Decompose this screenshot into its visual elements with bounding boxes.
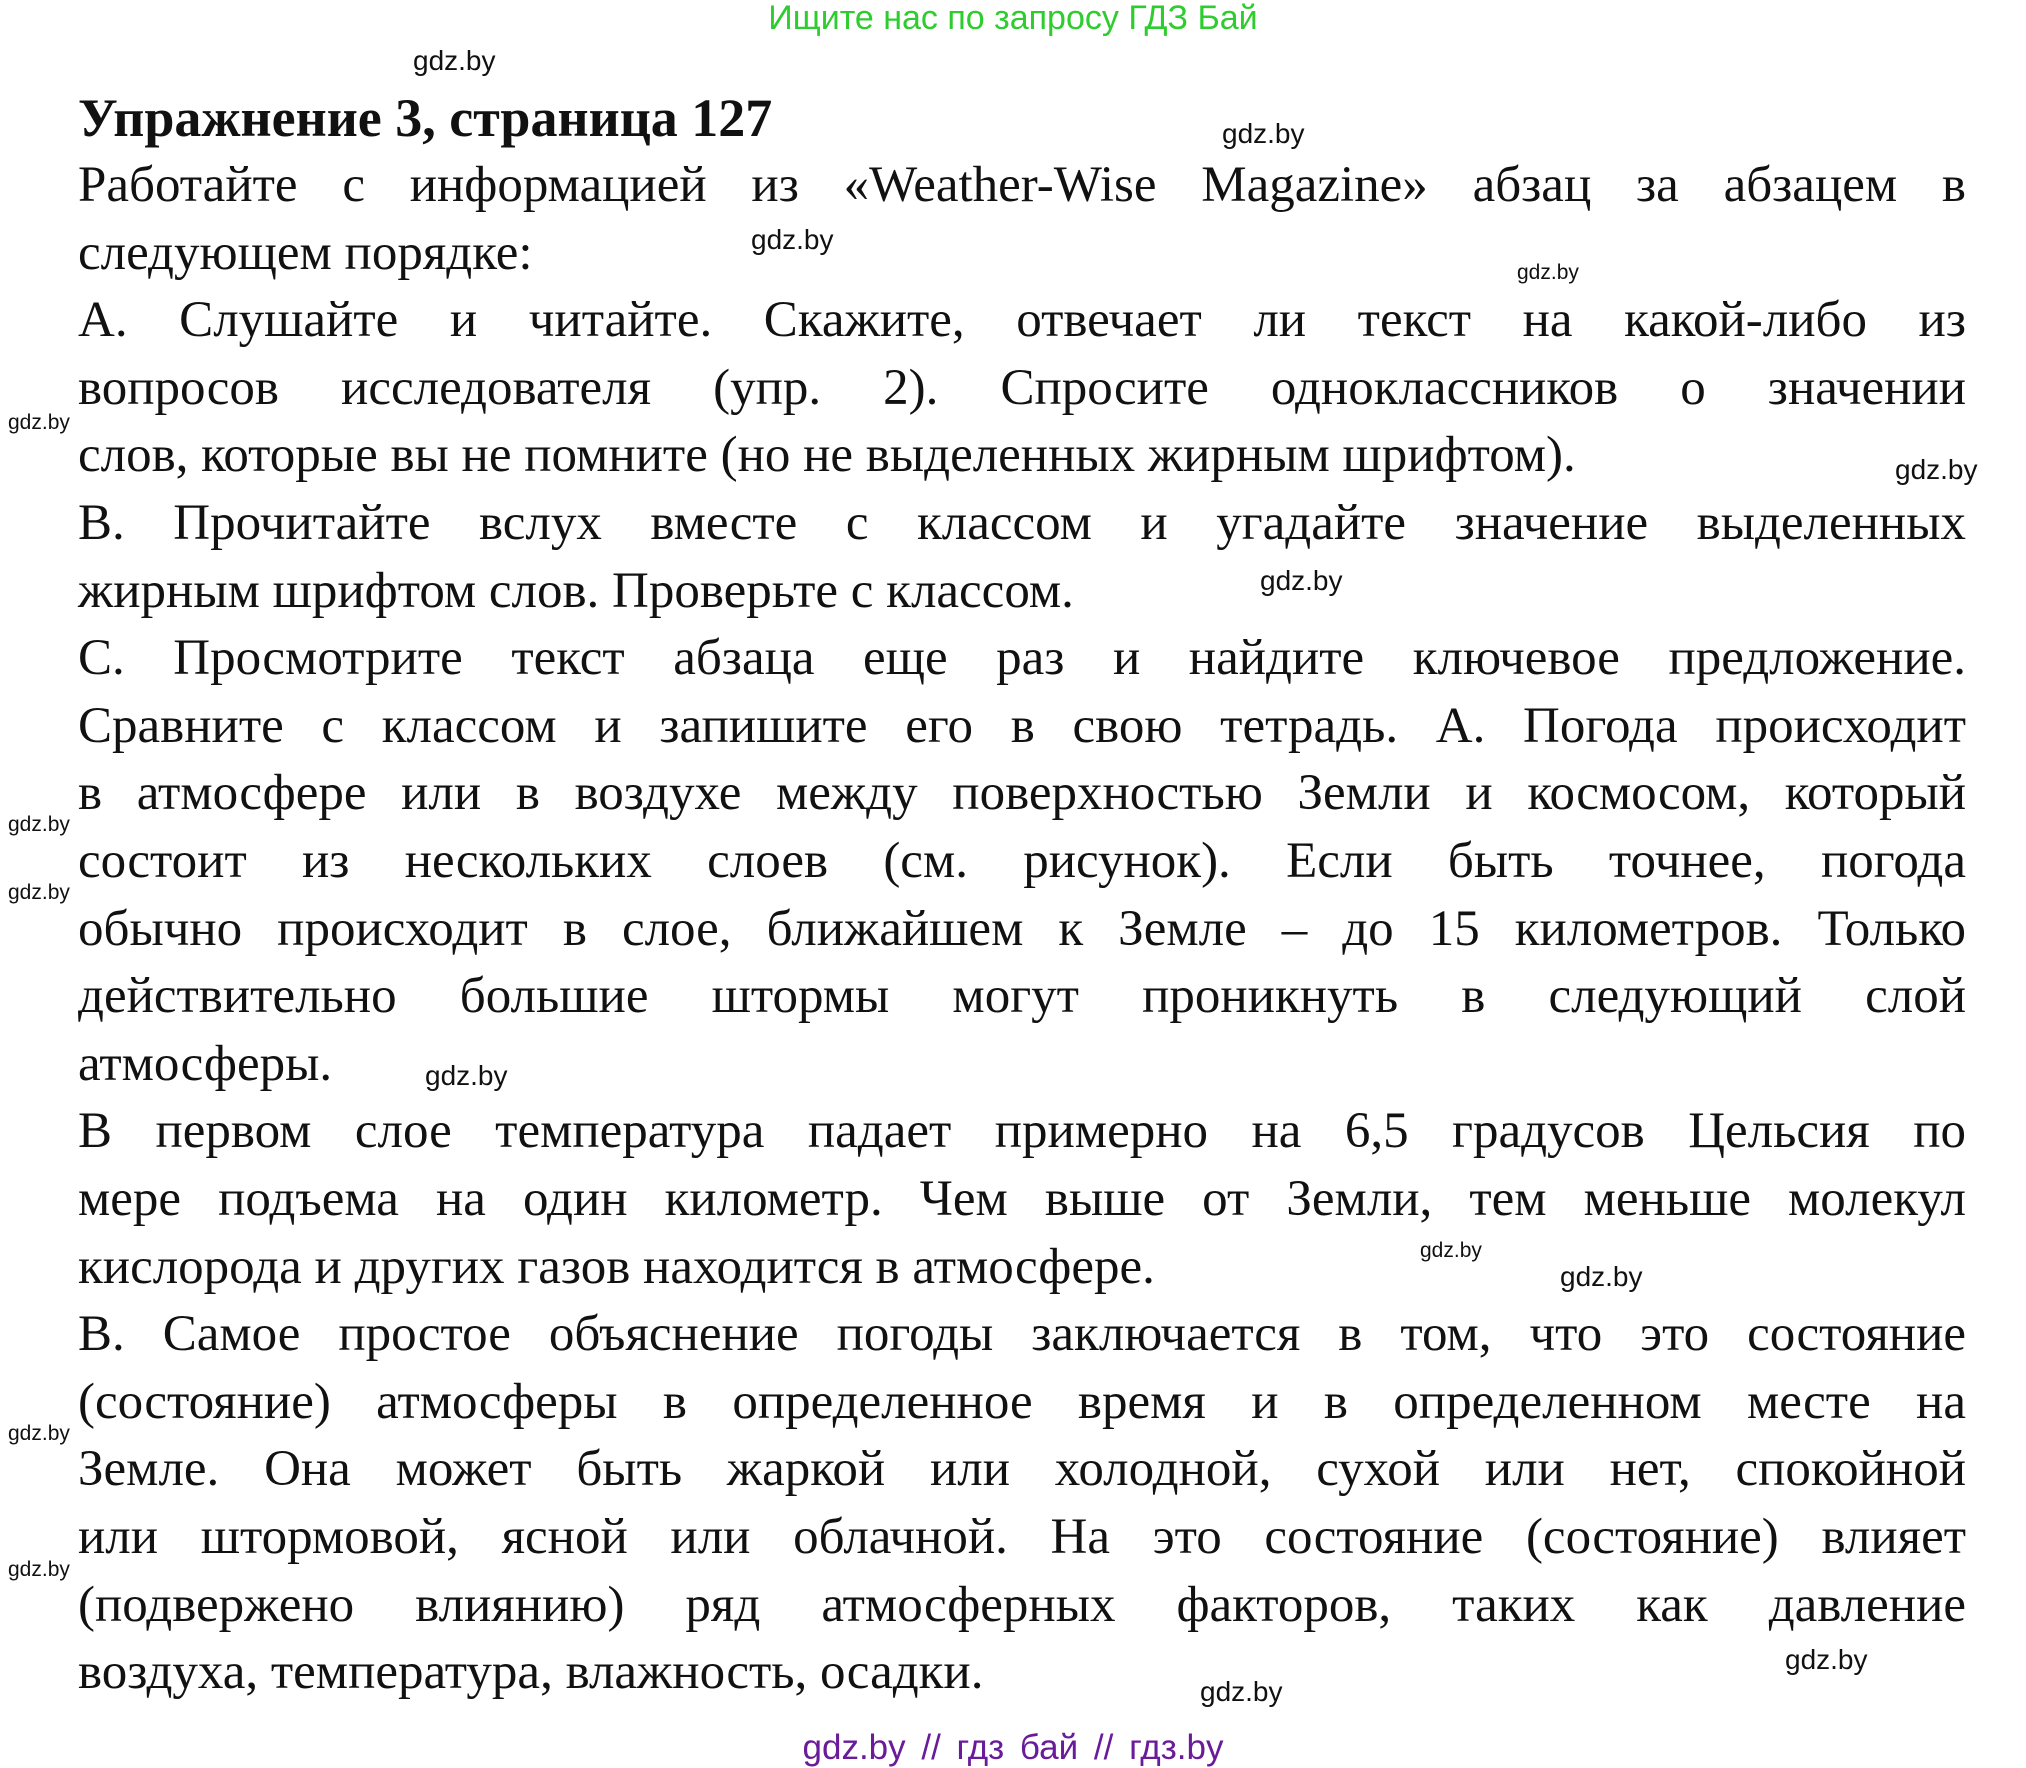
watermark: gdz.by — [1560, 1261, 1643, 1292]
text-line: B. Самое простое объяснение погоды заключается в том, что это состояние — [78, 1306, 1966, 1363]
watermark: gdz.by — [1222, 118, 1305, 149]
text-line: A. Слушайте и читайте. Скажите, отвечает ли текст на какой-либо из — [78, 292, 1966, 349]
watermark: gdz.by — [1420, 1239, 1482, 1262]
text-line: кислорода и других газов находится в атмосфере. — [78, 1238, 1155, 1295]
watermark: gdz.by — [1785, 1644, 1868, 1675]
text-line: атмосферы. — [78, 1035, 333, 1092]
text-line: (подвержено влиянию) ряд атмосферных факторов, таких как давление — [78, 1576, 1966, 1633]
page-title: Упражнение 3, страница 127 — [78, 88, 773, 148]
text-line: Работайте с информацией из «Weather-Wise Magazine» абзац за абзацем в — [78, 157, 1966, 213]
text-line: следующем порядке: — [78, 224, 533, 281]
watermark: gdz.by — [1895, 454, 1978, 485]
header-banner: Ищите нас по запросу ГДЗ Бай — [768, 0, 1258, 37]
watermark: gdz.by — [1260, 565, 1343, 596]
watermark: gdz.by — [751, 224, 834, 255]
text-line: воздуха, температура, влажность, осадки. — [78, 1644, 984, 1701]
text-line: C. Просмотрите текст абзаца еще раз и найдите ключевое предложение. — [78, 630, 1966, 687]
watermark: gdz.by — [8, 881, 70, 904]
text-line: действительно большие штормы могут проникнуть в следующий слой — [78, 968, 1966, 1025]
text-line: вопросов исследователя (упр. 2). Спросите одноклассников о значении — [78, 359, 1966, 416]
watermark: gdz.by — [8, 1558, 70, 1581]
watermark: gdz.by — [425, 1060, 508, 1091]
text-line: Земле. Она может быть жаркой или холодной, сухой или нет, спокойной — [78, 1441, 1966, 1498]
text-line: мере подъема на один километр. Чем выше от Земли, тем меньше молекул — [78, 1171, 1966, 1227]
text-line: (состояние) атмосферы в определенное время и в определенном месте на — [78, 1373, 1966, 1430]
text-line: или штормовой, ясной или облачной. На это состояние (состояние) влияет — [78, 1509, 1966, 1565]
watermark: gdz.by — [8, 813, 70, 836]
watermark: gdz.by — [413, 45, 496, 76]
text-line: слов, которые вы не помните (но не выделенных жирным шрифтом). — [78, 427, 1576, 484]
text-line: В первом слое температура падает примерно на 6,5 градусов Цельсия по — [78, 1103, 1966, 1160]
text-line: обычно происходит в слое, ближайшем к Земле – до 15 километров. Только — [78, 900, 1966, 957]
text-line: в атмосфере или в воздухе между поверхностью Земли и космосом, который — [78, 765, 1966, 822]
watermark: gdz.by — [1517, 261, 1579, 284]
footer-banner: gdz.by // гдз бай // гдз.by — [802, 1728, 1224, 1767]
watermark: gdz.by — [8, 1422, 70, 1445]
text-line: жирным шрифтом слов. Проверьте с классом. — [78, 562, 1074, 619]
watermark: gdz.by — [8, 411, 70, 434]
watermark: gdz.by — [1200, 1676, 1283, 1707]
text-line: Сравните с классом и запишите его в свою тетрадь. A. Погода происходит — [78, 697, 1966, 754]
text-line: состоит из нескольких слоев (см. рисунок). Если быть точнее, погода — [78, 833, 1966, 889]
text-line: B. Прочитайте вслух вместе с классом и угадайте значение выделенных — [78, 495, 1966, 551]
